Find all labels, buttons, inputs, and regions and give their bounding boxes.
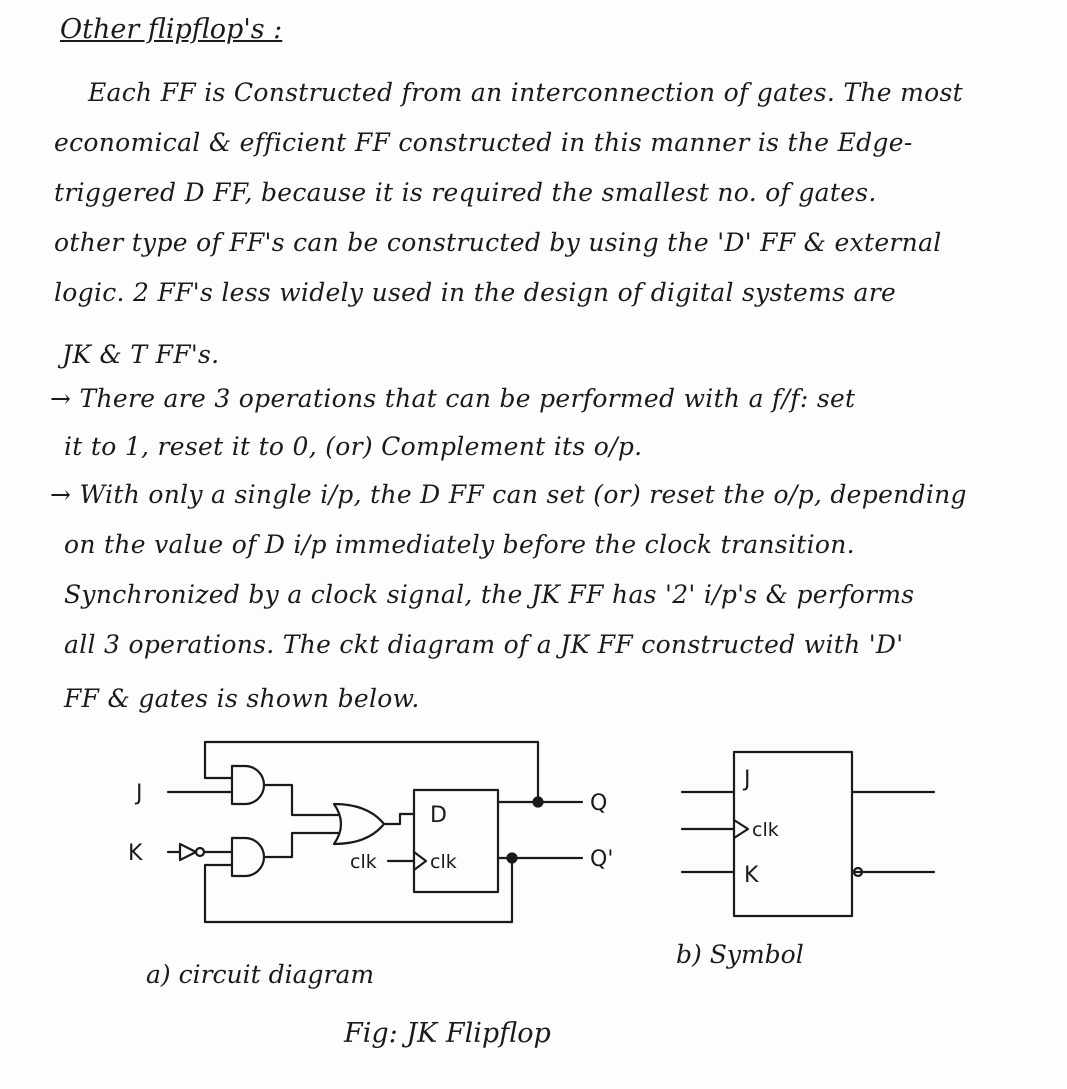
text-line-10: on the value of D i/p immediately before the clock transition. <box>64 530 855 559</box>
text-line-13: FF & gates is shown below. <box>64 684 420 713</box>
clk-pin-label: clk <box>430 851 457 873</box>
or-gate <box>334 804 414 844</box>
j-input-label: J <box>136 781 143 806</box>
d-flipflop-block <box>414 790 498 892</box>
text-line-7: → There are 3 operations that can be performed with a f/f: set <box>50 384 856 413</box>
text-line-11: Synchronized by a clock signal, the JK FF has '2' i/p's & performs <box>64 580 915 609</box>
q-output-label: Q <box>590 791 608 816</box>
text-line-3: triggered D FF, because it is required the smallest no. of gates. <box>54 178 877 207</box>
inverter-gate <box>180 844 232 860</box>
circuit-diagram <box>168 742 582 922</box>
k-input-label: K <box>128 841 143 866</box>
text-line-5: logic. 2 FF's less widely used in the design of digital systems are <box>54 278 897 307</box>
clk-input-label: clk <box>350 851 377 873</box>
symbol-clk-label: clk <box>752 819 779 841</box>
feedback-wire-q <box>205 742 538 802</box>
text-line-6: JK & T FF's. <box>62 340 220 369</box>
text-line-4: other type of FF's can be constructed by using the 'D' FF & external <box>54 228 942 257</box>
and-gate-bottom <box>232 833 338 876</box>
flipflop-symbol <box>682 752 934 916</box>
text-line-9: → With only a single i/p, the D FF can set (or) reset the o/p, depending <box>50 480 967 509</box>
junction-dot-q-bar <box>508 854 517 863</box>
caption-circuit-diagram: a) circuit diagram <box>146 960 375 989</box>
symbol-k-label: K <box>744 863 759 888</box>
symbol-j-label: J <box>744 767 751 792</box>
text-line-1: Each FF is Constructed from an interconnection of gates. The most <box>88 78 963 107</box>
and-gate-top <box>232 766 338 815</box>
text-line-8: it to 1, reset it to 0, (or) Complement its o/p. <box>64 432 643 461</box>
page-title: Other flipflop's : <box>60 14 283 45</box>
d-pin-label: D <box>430 803 447 828</box>
figure-caption: Fig: JK Flipflop <box>344 1018 551 1049</box>
text-line-2: economical & efficient FF constructed in this manner is the Edge- <box>54 128 913 157</box>
caption-symbol: b) Symbol <box>676 940 804 969</box>
junction-dot-q <box>534 798 543 807</box>
q-bar-output-label: Q' <box>590 847 614 872</box>
text-line-12: all 3 operations. The ckt diagram of a JK FF constructed with 'D' <box>64 630 904 659</box>
